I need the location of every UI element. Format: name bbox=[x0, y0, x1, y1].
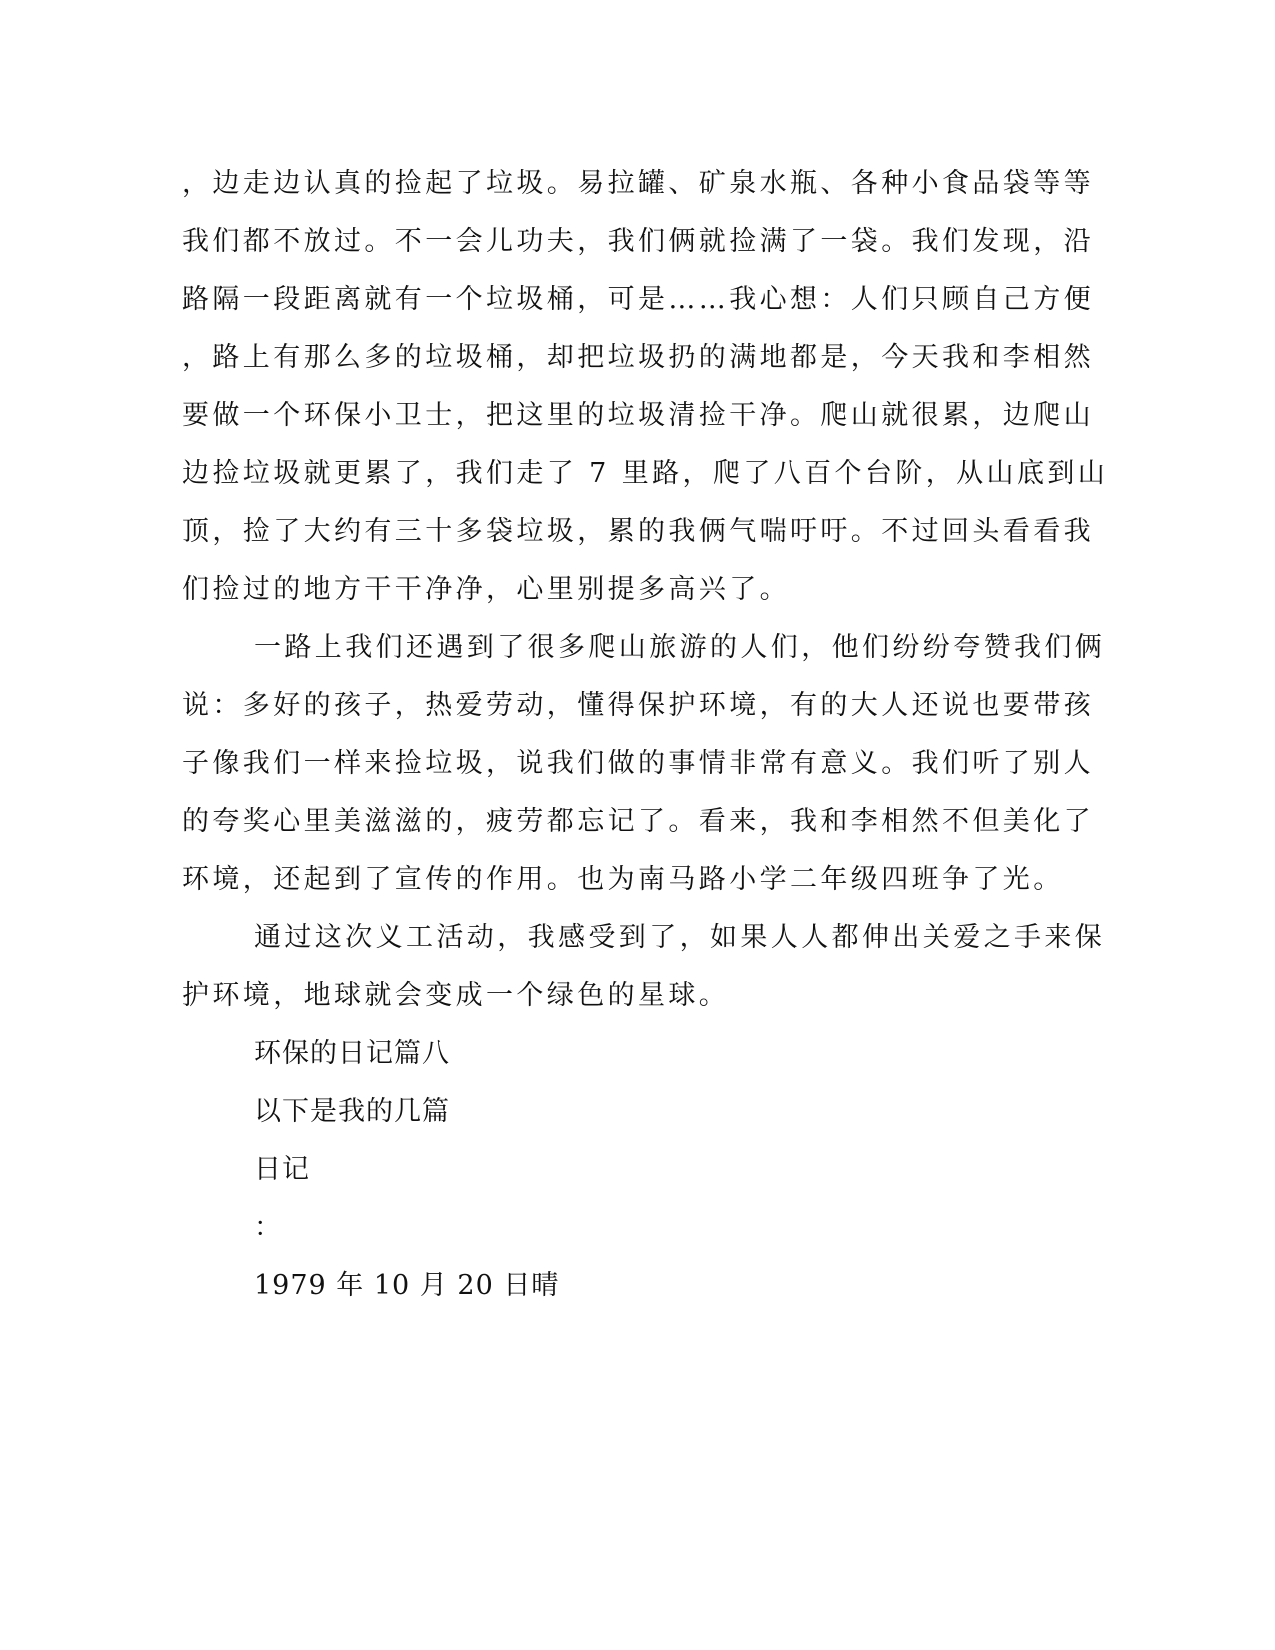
text-line: 说：多好的孩子，热爱劳动，懂得保护环境，有的大人还说也要带孩 bbox=[182, 690, 1094, 721]
date-line: 1979 年 10 月 20 日晴 bbox=[254, 1270, 560, 1301]
intro-line: 以下是我的几篇 bbox=[254, 1096, 450, 1127]
text-line: ，路上有那么多的垃圾桶，却把垃圾扔的满地都是，今天我和李相然 bbox=[182, 342, 1094, 373]
text-line: 子像我们一样来捡垃圾，说我们做的事情非常有意义。我们听了别人 bbox=[182, 748, 1094, 779]
text-line: 的夸奖心里美滋滋的，疲劳都忘记了。看来，我和李相然不但美化了 bbox=[182, 806, 1094, 837]
text-line: ，边走边认真的捡起了垃圾。易拉罐、矿泉水瓶、各种小食品袋等等 bbox=[182, 168, 1094, 199]
intro-line: 日记 bbox=[254, 1154, 310, 1185]
section-title: 环保的日记篇八 bbox=[254, 1038, 450, 1069]
colon-line: ： bbox=[254, 1212, 282, 1243]
text-line: 路隔一段距离就有一个垃圾桶，可是……我心想：人们只顾自己方便 bbox=[182, 284, 1094, 315]
text-line: 们捡过的地方干干净净，心里别提多高兴了。 bbox=[182, 574, 790, 605]
text-line: 顶，捡了大约有三十多袋垃圾，累的我俩气喘吁吁。不过回头看看我 bbox=[182, 516, 1094, 547]
paragraph-first-line: 一路上我们还遇到了很多爬山旅游的人们，他们纷纷夸赞我们俩 bbox=[254, 632, 1106, 663]
text-line: 我们都不放过。不一会儿功夫，我们俩就捡满了一袋。我们发现，沿 bbox=[182, 226, 1094, 257]
text-line: 环境，还起到了宣传的作用。也为南马路小学二年级四班争了光。 bbox=[182, 864, 1064, 895]
text-line: 护环境，地球就会变成一个绿色的星球。 bbox=[182, 980, 730, 1011]
text-line: 边捡垃圾就更累了，我们走了 7 里路，爬了八百个台阶，从山底到山 bbox=[182, 458, 1109, 489]
text-line: 要做一个环保小卫士，把这里的垃圾清捡干净。爬山就很累，边爬山 bbox=[182, 400, 1094, 431]
paragraph-first-line: 通过这次义工活动，我感受到了，如果人人都伸出关爱之手来保 bbox=[254, 922, 1106, 953]
